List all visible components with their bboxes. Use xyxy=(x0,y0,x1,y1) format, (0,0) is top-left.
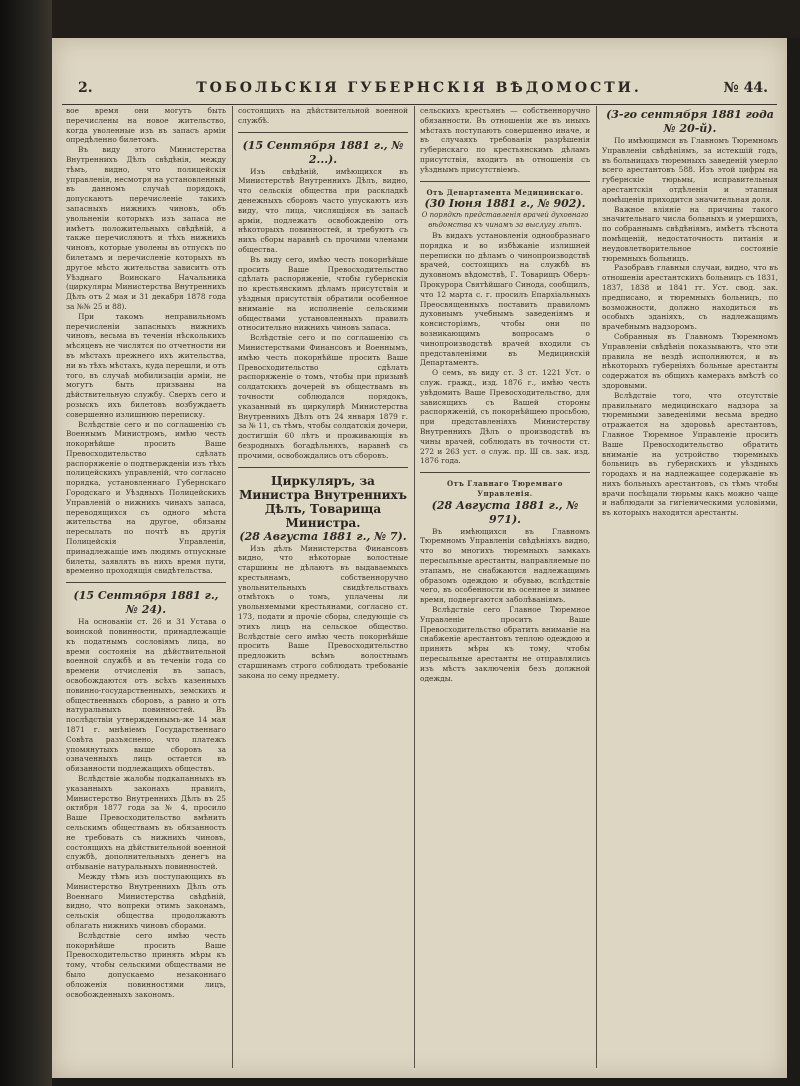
paragraph: Вслѣдствіе сего Главное Тюремное Управленіе проситъ Ваше Превосходительство обратить вниманіе на снабженіе арестантовъ теплою одеждою и принять мѣры къ тому, чтобы пересыльные арестанты не отправлялись изъ мѣстъ заключенія безъ должной одежды. xyxy=(420,605,590,683)
paragraph: Вслѣдствіе сего и по соглашенію съ Министерствами Финансовъ и Военнымъ, имѣю честь покорнѣйше просить Ваше Превосходительство сдѣлать распоряженіе о томъ, чтобы при призывѣ солдатскихъ дочерей въ обществамъ въ точности соблюдался порядокъ, указанный въ циркулярѣ Министерства Внутреннихъ Дѣлъ отъ 24 января 1879 г. за № 11, съ тѣмъ, чтобы солдатскія дочери, достигшія 60 лѣтъ и проживающія въ безродныхъ богадѣльняхъ, наравнѣ съ прочими, освобождались отъ сборовъ. xyxy=(238,333,408,460)
section-rule xyxy=(420,472,590,473)
paragraph: Въ имѣющихся въ Главномъ Тюремномъ Управленіи свѣдѣніяхъ видно, что во многихъ тюремныхъ замкахъ пересыльные арестанты, направляемые по этапамъ, не снабжаются надлежащимъ образомъ одеждою и обувью, вслѣдствіе чего, въ особенности въ осеннее и зимнее время, подвергаются заболѣваніямъ. xyxy=(420,526,590,605)
paragraph: Вслѣдствіе жалобы подкапанныхъ въ указанныхъ законахъ правилъ, Министерство Внутреннихъ Дѣлъ въ 25 октября 1877 года за № 4, просило Ваше Превосходительство вмѣнить сельскимъ обществамъ въ обязанность не требовать съ нижнихъ чиновъ, состоящихъ на дѣйствительной военной службѣ, дополнительныхъ денегъ на отбываніе натуральныхъ повинностей. xyxy=(66,774,226,872)
section-rule xyxy=(420,181,590,182)
page-header xyxy=(64,76,774,104)
circular-date: (15 Сентября 1881 г., № 2...). xyxy=(242,138,404,166)
circular-date: (28 Августа 1881 г., № 971). xyxy=(431,498,579,526)
column-2 xyxy=(238,106,408,1068)
circular-subject: О порядкѣ представленія врачей духовнаго вѣдомства къ чинамъ за выслугу лѣтъ. xyxy=(421,211,589,230)
header-rule xyxy=(62,104,777,105)
paragraph: Разобравъ главныя случаи, видно, что въ отношеніи арестантскихъ больницъ съ 1831, 1837, 1838 и 1841 гг. Уст. свод. зак. предписано, и тюремныхъ больницъ, по возможности, должно находиться въ особыхъ зданіяхъ, съ надлежащимъ врачебнымъ надзоромъ. xyxy=(602,263,778,332)
paragraph: Въ виду этого Министерства Внутреннихъ Дѣлъ свѣдѣнія, между тѣмъ, видно, что полицейскія управленія, несмотря на установленный въ данномъ случаѣ порядокъ, допускаютъ перечисленіе такихъ запасныхъ нижнихъ чиновъ, объ увольненіи которыхъ изъ запаса не имѣетъ положительныхъ свѣдѣній, а также перечисляютъ и тѣхъ нижнихъ чиновъ, которые уволены въ отпускъ по билетамъ и перечисленіе которыхъ въ другое мѣсто жительства зависитъ отъ Уѣзднаго Воинскаго Начальника (циркуляры Министерства Внутреннихъ Дѣлъ отъ 2 мая и 31 декабря 1878 года за №№ 25 и 88). xyxy=(66,145,226,311)
paragraph: Въ виду сего, имѣю честь покорнѣйше просить Ваше Превосходительство сдѣлать распоряженіе, чтобы губернскія по крестьянскимъ дѣламъ присутствія и уѣздныя присутствія обратили особенное вниманіе на исполненіе сельскими обществами установленныхъ правилъ относительно нижнихъ чиновъ запаса. xyxy=(238,254,408,333)
section-rule xyxy=(238,132,408,133)
paragraph: Въ видахъ установленія однообразнаго порядка и во избѣжаніе излишней переписки по дѣламъ о чинопроизводствѣ врачей, состоящихъ на службѣ въ духовномъ вѣдомствѣ, Г. Товарищъ Оберъ-Прокурора Святѣйшаго Синода, сообщилъ, что 12 марта с. г. просилъ Епархіальныхъ Преосвященныхъ поставить правиломъ духовнымъ учебнымъ заведеніямъ и консисторіямъ, чтобы они по возникающимъ вопросамъ о чинопроизводствѣ врачей входили съ представленіями въ Медицинскій Департаментъ. xyxy=(420,230,590,368)
page-number: 2. xyxy=(78,80,93,96)
paragraph: О семъ, въ виду ст. 3 ст. 1221 Уст. о служ. гражд., изд. 1876 г., имѣю честь увѣдомить Ваше Превосходительство, для зависящихъ съ Вашей стороны распоряженій, съ покорнѣйшею просьбою, при представленіяхъ Министерству Внутреннихъ Дѣлъ о производствѣ въ чины врачей, соблюдать въ точности ст. 272 и 263 уст. о служ. пр. Ш св. зак. изд. 1876 года. xyxy=(420,368,590,466)
circular-date: (15 Сентября 1881 г., № 24). xyxy=(73,589,219,617)
department-heading: Отъ Главнаго Тюремнаго Управленія. xyxy=(447,479,563,498)
paragraph: вое время они могутъ быть перечислены на новое жительство, когда уволенные изъ въ запасъ арміи опредѣленно билетомъ. xyxy=(66,106,226,145)
paragraph: При такомъ неправильномъ перечисленіи запасныхъ нижнихъ чиновъ, весьма въ теченіи нѣсколькихъ мѣсяцевъ не числятся по отчетности ни въ мѣстахъ прежнего ихъ жительства, ни въ тѣхъ мѣстахъ, куда перешли, и отъ того, въ случаѣ мобилизаціи арміи, не могутъ быть призваны на дѣйствительную службу. Сверхъ сего и розыскъ ихъ билетовъ возбуждаетъ совершенно излишнюю переписку. xyxy=(66,311,226,419)
paragraph: Вслѣдствіе сего и по соглашенію съ Военнымъ Министромъ, имѣю честь покорнѣйше просить Ваше Превосходительство сдѣлать распоряженіе о подтвержденіи изъ тѣхъ полицейскихъ управленій, что согласно порядка, установленнаго Губернскаго Городскаго и Уѣздныхъ Полицейскихъ Управленій о нижнихъ чинахъ запаса, переводящихся съ одного мѣста жительства на другое, обязаны пересылать по почтѣ въ другія Полицейскія Управленія, принадлежащіе имъ людямъ отпускные билеты, заявлять въ нихъ время пути, временно проходящія свидѣтельства. xyxy=(66,419,226,576)
paragraph: На основаніи ст. 26 и 31 Устава о воинской повинности, принадлежащіе къ податнымъ сословіямъ лица, во время состоянія на дѣйствительной военной службѣ и въ теченіи года со времени отчисленія въ запасъ, освобождаются отъ всѣхъ казенныхъ повинно-государственныхъ, земскихъ и общественныхъ сборовъ, а равно и отъ натуральныхъ повинностей. Въ послѣдствіи утвержденнымъ-же 14 мая 1871 г. мнѣніемъ Государственнаго Совѣта разъяснено, что платежъ упомянутыхъ выше сборовъ за означенныхъ лицъ остается въ обязанности подлежащихъ обществъ. xyxy=(66,617,226,774)
circular-date: (30 Іюня 1881 г., № 902). xyxy=(424,197,586,211)
circular-title: Циркуляръ, за Министра Внутреннихъ Дѣлъ, Товарища Министра. xyxy=(239,473,407,530)
circular-date: (28 Августа 1881 г., № 7). xyxy=(239,529,407,543)
column-1 xyxy=(66,106,226,1068)
column-divider xyxy=(232,106,233,1068)
paragraph: Вслѣдствіе сего имѣю честь покорнѣйше просить Ваше Превосходительство принять мѣры къ тому, чтобы сельскими обществами не было допускаемо незаконнаго обложенія повинностями лицъ, освобожденныхъ закономъ. xyxy=(66,930,226,999)
newspaper-page xyxy=(52,38,787,1078)
issue-number: № 44. xyxy=(723,80,768,96)
book-spine xyxy=(0,0,52,1086)
column-divider xyxy=(414,106,415,1068)
newspaper-title: ТОБОЛЬСКІЯ ГУБЕРНСКІЯ ВѢДОМОСТИ. xyxy=(196,80,642,96)
scan-top-edge xyxy=(0,0,800,38)
paragraph: Изъ свѣдѣній, имѣющихся въ Министерствѣ Внутреннихъ Дѣлъ, видно, что сельскія общества при раскладкѣ денежныхъ сборовъ часто упускаютъ изъ виду, что лица, числящіяся въ запасѣ арміи, подлежатъ освобожденію отъ нѣкоторыхъ повинностей, и требуютъ съ нихъ сборы наравнѣ съ прочими членами общества. xyxy=(238,166,408,254)
paragraph: сельскихъ крестьянъ — собственноручно обязанности. Въ отношеніи же въ иныхъ мѣстахъ поступаютъ совершенно иначе, и въ случаяхъ требованія разрѣшенія губернскаго по крестьянскимъ дѣламъ присутствія, входитъ въ отношенія съ уѣзднымъ присутствіемъ. xyxy=(420,106,590,174)
paragraph: Важное вліяніе на причины такого значительнаго числа больныхъ и умершихъ, по собраннымъ свѣдѣніямъ, имѣетъ тѣснота помѣщеній, недостаточность питанія и неудовлетворительное состояніе тюремныхъ больницъ. xyxy=(602,204,778,263)
section-rule xyxy=(238,467,408,468)
column-4 xyxy=(602,106,778,1068)
paragraph: Изъ дѣлъ Министерства Финансовъ видно, что нѣкоторые волостные старшины не дѣлаютъ въ выдаваемыхъ крестьянамъ, собственноручно увольнительныхъ свидѣтельствахъ отмѣтокъ о томъ, уплачены ли увольняемыми крестьянами, согласно ст. 173, подати и прочіе сборы, следующіе съ этихъ лицъ на сельское общество. Вслѣдствіе сего имѣю честь покорнѣйше просить Ваше Превосходительство предложить всѣмъ волостнымъ старшинамъ строго соблюдать требованіе закона по сему предмету. xyxy=(238,543,408,680)
paragraph: состоящихъ на дѣйствительной военной службѣ. xyxy=(238,106,408,125)
column-3 xyxy=(420,106,590,1068)
paragraph: Вслѣдствіе того, что отсутствіе правильнаго медицинскаго надзора за тюремными заведеніями весьма вредно отражается на здоровьѣ арестантовъ, Главное Тюремное Управленіе проситъ Ваше Превосходительство обратить вниманіе на устройство тюремныхъ больницъ въ губернскихъ и уѣздныхъ городахъ и на надлежащее содержаніе въ нихъ больныхъ арестантовъ, съ тѣмъ чтобы врачи посѣщали тюрьмы какъ можно чаще и наблюдали за гигіеническими условіями, въ которыхъ находятся арестанты. xyxy=(602,390,778,518)
section-rule xyxy=(66,582,226,583)
circular-date: (3-го сентября 1881 года № 20-й). xyxy=(606,108,774,135)
paragraph: Собранныя въ Главномъ Тюремномъ Управленіи свѣдѣнія показываютъ, что эти правила не вездѣ исполняются, и въ нѣкоторыхъ губерніяхъ больные арестанты содержатся въ общихъ камерахъ вмѣстѣ со здоровыми. xyxy=(602,331,778,390)
paragraph: Между тѣмъ изъ поступающихъ въ Министерство Внутреннихъ Дѣлъ отъ Военнаго Министерства свѣдѣній, видно, что вопреки этимъ законамъ, сельскія общества продолжаютъ облагать нижнихъ чиновъ сборами. xyxy=(66,871,226,930)
column-divider xyxy=(596,106,597,1068)
department-heading: Отъ Департамента Медицинскаго. xyxy=(426,187,584,197)
paragraph: По имѣющимся въ Главномъ Тюремномъ Управленіи свѣдѣніямъ, за истекшій годъ, въ больницахъ тюремныхъ заведеній умерло всего арестантовъ 588. Изъ этой цифры на губернскіе тюрьмы, исправительныя арестантскія отдѣленія и этапныя помѣщенія приходится значительная доля. xyxy=(602,136,778,204)
